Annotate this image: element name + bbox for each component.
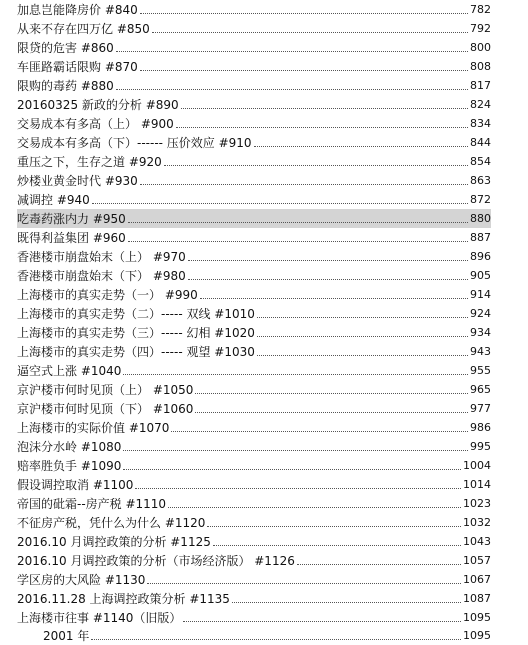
- toc-entry-title: 逼空式上涨 #1040: [17, 364, 122, 378]
- toc-entry-page: 1057: [463, 554, 491, 567]
- toc-entry[interactable]: [17, 570, 491, 589]
- toc-entry-page: 986: [470, 421, 491, 434]
- toc-entry-title: 重压之下，生存之道 #920: [17, 155, 162, 169]
- toc-entry-title: 京沪楼市何时见顶（上） #1050: [17, 383, 194, 397]
- toc-entry-title: 上海楼市的真实走势（四）----- 观望 #1030: [17, 345, 255, 359]
- toc-entry[interactable]: [17, 456, 491, 475]
- toc-entry-title: 泡沫分水岭 #1080: [17, 440, 122, 454]
- toc-entry[interactable]: [17, 551, 491, 570]
- toc-leader: [200, 298, 468, 299]
- toc-entry-title: 帝国的砒霜--房产税 #1110: [17, 497, 167, 511]
- toc-entry-page: 965: [470, 383, 491, 396]
- toc-leader: [116, 51, 468, 52]
- toc-entry-title: 香港楼市崩盘始末（上） #970: [17, 250, 186, 264]
- toc-entry[interactable]: [17, 304, 491, 323]
- toc-leader: [188, 260, 468, 261]
- toc-entry-title: 吃毒药涨内力 #950: [17, 212, 126, 226]
- toc-entry-title: 赔率胜负手 #1090: [17, 459, 122, 473]
- toc-entry[interactable]: [17, 589, 491, 608]
- toc-entry-page: 887: [470, 231, 491, 244]
- toc-entry-page: 914: [470, 288, 491, 301]
- toc-leader: [207, 526, 461, 527]
- toc-leader: [176, 127, 468, 128]
- toc-entry-page: 943: [470, 345, 491, 358]
- toc-entry-page: 854: [470, 155, 491, 168]
- toc-entry-title: 上海楼市的实际价值 #1070: [17, 421, 170, 435]
- toc-entry[interactable]: [17, 38, 491, 57]
- toc-entry-page: 1032: [463, 516, 491, 529]
- toc-entry-page: 1004: [463, 459, 491, 472]
- toc-leader: [168, 507, 461, 508]
- toc-leader: [128, 241, 468, 242]
- toc-leader: [257, 355, 468, 356]
- toc-entry[interactable]: [17, 171, 491, 190]
- toc-entry-page: 896: [470, 250, 491, 263]
- toc-entry-title: 假设调控取消 #1100: [17, 478, 134, 492]
- toc-entry[interactable]: [17, 608, 491, 627]
- toc-entry-title: 2016.11.28 上海调控政策分析 #1135: [17, 592, 230, 606]
- toc-entry[interactable]: [17, 19, 491, 38]
- toc-leader: [188, 279, 468, 280]
- toc-leader: [164, 165, 468, 166]
- toc-leader: [257, 336, 468, 337]
- toc-entry-title: 上海楼市的真实走势（一） #990: [17, 288, 198, 302]
- toc-leader: [91, 639, 461, 640]
- toc-entry-page: 824: [470, 98, 491, 111]
- toc-entry-title: 限贷的危害 #860: [17, 41, 114, 55]
- toc-entry[interactable]: [17, 380, 491, 399]
- toc-entry-page: 817: [470, 79, 491, 92]
- toc-entry[interactable]: [17, 285, 491, 304]
- toc-leader: [297, 564, 461, 565]
- toc-entry-page: 1043: [463, 535, 491, 548]
- toc-entry[interactable]: [17, 190, 491, 209]
- toc-entry[interactable]: [17, 418, 491, 437]
- toc-entry[interactable]: [17, 57, 491, 76]
- toc-entry-title: 2001 年: [43, 629, 90, 643]
- toc-entry-page: 792: [470, 22, 491, 35]
- toc-leader: [128, 222, 468, 223]
- toc-leader: [213, 545, 461, 546]
- toc-leader: [147, 583, 461, 584]
- toc-entry[interactable]: [17, 247, 491, 266]
- toc-entry-page: 1095: [463, 629, 491, 642]
- toc-leader: [135, 488, 461, 489]
- toc-leader: [171, 431, 468, 432]
- toc-entry-page: 844: [470, 136, 491, 149]
- toc-entry-title: 减调控 #940: [17, 193, 90, 207]
- toc-entry-page: 1023: [463, 497, 491, 510]
- toc-entry-title: 交易成本有多高（下）------ 压价效应 #910: [17, 136, 252, 150]
- toc-entry-selected[interactable]: [17, 209, 491, 228]
- toc-entry-title: 既得利益集团 #960: [17, 231, 126, 245]
- toc-entry-page: 1095: [463, 611, 491, 624]
- toc-entry-title: 京沪楼市何时见顶（下） #1060: [17, 402, 194, 416]
- toc-entry[interactable]: [17, 342, 491, 361]
- toc-entry[interactable]: [17, 399, 491, 418]
- toc-entry-page: 782: [470, 3, 491, 16]
- toc-entry[interactable]: [17, 114, 491, 133]
- toc-entry-page: 872: [470, 193, 491, 206]
- toc-entry-page: 924: [470, 307, 491, 320]
- toc-leader: [232, 602, 461, 603]
- toc-entry-title: 上海楼市的真实走势（二）----- 双线 #1010: [17, 307, 255, 321]
- toc-entry-title: 不征房产税，凭什么为什么 #1120: [17, 516, 206, 530]
- toc-entry-page: 1014: [463, 478, 491, 491]
- toc-entry-page: 863: [470, 174, 491, 187]
- toc-entry[interactable]: [17, 475, 491, 494]
- toc-leader: [195, 393, 468, 394]
- toc-entry[interactable]: [17, 228, 491, 247]
- toc-entry-page: 977: [470, 402, 491, 415]
- toc-entry-page: 934: [470, 326, 491, 339]
- toc-entry-page: 800: [470, 41, 491, 54]
- toc-leader: [183, 621, 461, 622]
- toc-entry[interactable]: [17, 266, 491, 285]
- toc-entry-title: 2016.10 月调控政策的分析 #1125: [17, 535, 211, 549]
- toc-leader: [254, 146, 468, 147]
- toc-entry[interactable]: [17, 0, 491, 19]
- toc-entry[interactable]: [17, 133, 491, 152]
- toc-entry-page: 905: [470, 269, 491, 282]
- toc-leader: [123, 374, 468, 375]
- toc-entry[interactable]: [17, 361, 491, 380]
- toc-entry[interactable]: [17, 513, 491, 532]
- toc-entry-page: 880: [470, 212, 491, 225]
- toc-leader: [123, 450, 468, 451]
- toc-entry[interactable]: [17, 95, 491, 114]
- toc-leader: [257, 317, 468, 318]
- toc-entry-page: 1067: [463, 573, 491, 586]
- toc-leader: [181, 108, 468, 109]
- toc-entry-page: 1087: [463, 592, 491, 605]
- toc-leader: [140, 184, 468, 185]
- toc-entry[interactable]: [17, 152, 491, 171]
- toc-entry-title: 2016.10 月调控政策的分析（市场经济版） #1126: [17, 554, 295, 568]
- toc-entry-title: 从来不存在四万亿 #850: [17, 22, 150, 36]
- toc-leader: [123, 469, 461, 470]
- toc-leader: [92, 203, 468, 204]
- toc-entry-title: 加息岂能降房价 #840: [17, 3, 138, 17]
- toc-leader: [140, 70, 468, 71]
- toc-entry-title: 车匪路霸话限购 #870: [17, 60, 138, 74]
- toc-entry[interactable]: [17, 437, 491, 456]
- toc-entry-title: 炒楼业黄金时代 #930: [17, 174, 138, 188]
- toc-entry[interactable]: [17, 494, 491, 513]
- toc-subentry[interactable]: [43, 626, 491, 645]
- toc-entry-title: 学区房的大风险 #1130: [17, 573, 146, 587]
- toc-leader: [195, 412, 468, 413]
- toc-leader: [140, 13, 468, 14]
- toc-entry-page: 808: [470, 60, 491, 73]
- toc-entry-title: 限购的毒药 #880: [17, 79, 114, 93]
- toc-entry-title: 上海楼市的真实走势（三）----- 幻相 #1020: [17, 326, 255, 340]
- toc-leader: [152, 32, 468, 33]
- toc-entry-page: 955: [470, 364, 491, 377]
- toc-entry-title: 交易成本有多高（上） #900: [17, 117, 174, 131]
- toc-entry[interactable]: [17, 76, 491, 95]
- toc-entry-page: 834: [470, 117, 491, 130]
- toc-entry-page: 995: [470, 440, 491, 453]
- toc-leader: [116, 89, 468, 90]
- toc-entry-title: 香港楼市崩盘始末（下） #980: [17, 269, 186, 283]
- toc-entry-title: 20160325 新政的分析 #890: [17, 98, 179, 112]
- toc-entry[interactable]: [17, 532, 491, 551]
- toc-entry[interactable]: [17, 323, 491, 342]
- toc-entry-title: 上海楼市往事 #1140（旧版）: [17, 611, 182, 625]
